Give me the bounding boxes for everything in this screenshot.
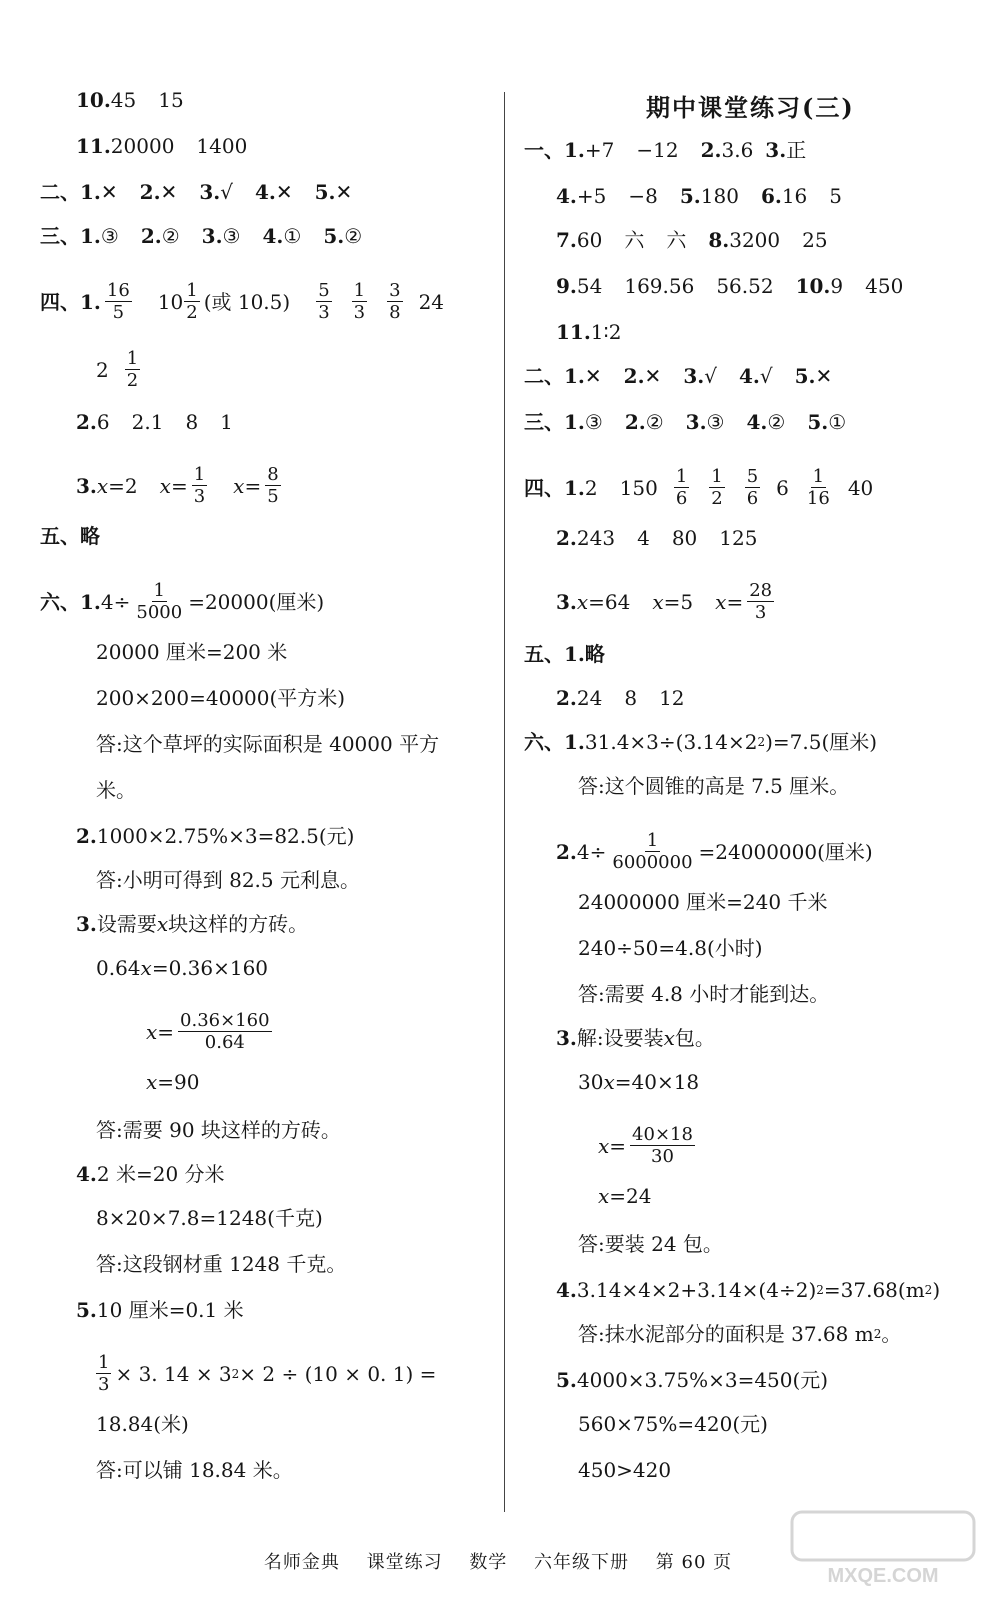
answer-line: 一、 1. +7 −12 2. 3.6 3. 正 <box>524 138 807 162</box>
answer-line: 答:这个草坪的实际面积是 40000 平方 <box>96 732 440 756</box>
fraction: $\frac{1}{6}$ <box>675 466 688 509</box>
answer-line: 2. 4÷ $\frac{1}{6000000}$ =24000000(厘米) <box>556 830 873 873</box>
answer-line: x = $\frac{40\times 18}{30}$ <box>598 1124 693 1167</box>
item-number: 3. <box>76 473 97 498</box>
watermark-text: MXQE.COM <box>827 1565 939 1587</box>
fraction: $\frac{16}{5}$ <box>106 280 130 323</box>
item-number: 2. <box>140 224 162 248</box>
answer-line: 5. 10 厘米=0.1 米 <box>76 1298 244 1322</box>
fraction: $\frac{1}{3}$ <box>98 1352 110 1395</box>
fraction: $\frac{8}{5}$ <box>267 464 279 507</box>
answer-line: 30 x =40×18 <box>578 1070 700 1094</box>
answer-line: 六、 1. 31.4×3÷(3.14×2 2 )=7.5(厘米) <box>524 730 878 754</box>
answer-line: 0.64 x =0.36×160 <box>96 956 269 980</box>
answer-line: 答:这段钢材重 1248 千克。 <box>96 1252 347 1276</box>
answer-line: 四、 1. 2 150 $\frac{1}{6}$ $\frac{1}{2}$ $\frac{5}{6}$ 6 $\frac{1}{16}$ 40 <box>524 466 874 509</box>
answer-line: 8×20×7.8=1248(千克) <box>96 1206 323 1230</box>
footer-page-number: 第 60 页 <box>655 1552 733 1573</box>
answer-line <box>76 86 184 114</box>
item-number: 11. <box>76 134 111 158</box>
answer-line: 答:要装 24 包。 <box>578 1232 723 1256</box>
footer-subject: 数学 <box>469 1552 508 1573</box>
answer-line: 18.84(米) <box>96 1412 189 1436</box>
variable: x <box>159 473 171 498</box>
answer-line: x = $\frac{0.36\times 160}{0.64}$ <box>146 1010 270 1053</box>
variable: x <box>96 473 109 498</box>
section-number: 一、 <box>524 138 564 162</box>
item-number: 3. <box>556 589 577 614</box>
answer-line: x =90 <box>146 1070 200 1094</box>
item-number: 2. <box>556 526 577 550</box>
answer-line: 9. 54 169.56 56.52 10. 9 450 <box>556 274 904 298</box>
fraction: $\frac{1}{5000}$ <box>136 580 183 623</box>
answer-line: 240÷50=4.8(小时) <box>578 936 763 960</box>
item-number: 1. <box>564 730 585 754</box>
answer-choice: ③ <box>584 410 603 434</box>
fraction: $\frac{1}{3}$ <box>193 464 206 507</box>
answer-line: 200×200=40000(平方米) <box>96 686 346 710</box>
variable: x <box>663 1026 675 1050</box>
answer-line: 2. 24 8 12 <box>556 686 685 710</box>
answer-choice: ③ <box>706 410 725 434</box>
fraction: $\frac{1}{2}$ <box>186 280 198 323</box>
answer-choice: ① <box>283 224 302 248</box>
answer-line: 2. 1000×2.75%×3=82.5(元) <box>76 824 355 848</box>
answer-line <box>40 280 444 323</box>
answer-value: 1400 <box>196 134 248 158</box>
variable: x <box>156 912 169 936</box>
whole-number: 10 <box>157 289 184 314</box>
item-number: 1. <box>80 224 101 248</box>
answer-line: 答:这个圆锥的高是 7.5 厘米。 <box>578 774 850 798</box>
answer-mark: ✕ <box>275 180 293 204</box>
answer-line: 20000 厘米=200 米 <box>96 640 288 664</box>
item-number: 5. <box>556 1368 577 1392</box>
variable: x <box>652 589 664 614</box>
fraction: $\frac{28}{3}$ <box>749 580 773 623</box>
item-number: 5. <box>314 180 336 204</box>
section-title: 期中课堂练习(三) <box>646 93 855 122</box>
answer-line: 4. 3.14×4×2+3.14×(4÷2) 2 =37.68(m 2 ) <box>556 1278 941 1302</box>
footer-book: 名师金典 <box>263 1552 340 1573</box>
item-number: 6. <box>760 184 782 208</box>
answer-line <box>76 408 233 436</box>
answer-line: 六、 1. 4÷ $\frac{1}{5000}$ =20000(厘米) <box>40 580 325 623</box>
answer-mark: ✕ <box>335 180 353 204</box>
answer-mark: ✕ <box>160 180 178 204</box>
answer-value: 2 <box>96 357 109 382</box>
variable: x <box>140 956 152 980</box>
item-number: 2. <box>556 686 577 710</box>
answer-line: 5. 4000×3.75%×3=450(元) <box>556 1368 829 1392</box>
footer-grade: 六年级下册 <box>534 1552 630 1573</box>
alt-answer: (或 10.5) <box>203 289 291 314</box>
item-number: 3. <box>76 912 97 936</box>
fraction: $\frac{1}{16}$ <box>806 466 830 509</box>
item-number: 3. <box>556 1026 577 1050</box>
variable: x <box>576 589 589 614</box>
section-number: 二、 <box>40 180 80 204</box>
item-number: 4. <box>556 184 577 208</box>
answer-line: 3. x =64 x =5 x = $\frac{28}{3}$ <box>556 580 773 623</box>
answer-value: 15 <box>158 88 184 112</box>
answer-value: 8 <box>185 410 199 434</box>
answer-line <box>524 362 832 390</box>
section-number: 五、 <box>524 642 564 666</box>
variable: x <box>233 473 245 498</box>
item-number: 3. <box>765 138 787 162</box>
item-number: 1. <box>564 475 585 500</box>
fraction: $\frac{3}{8}$ <box>389 280 401 323</box>
answer-line: 答:小明可得到 82.5 元利息。 <box>96 868 360 892</box>
item-number: 1. <box>564 138 585 162</box>
watermark-logo <box>788 1508 978 1590</box>
answer-value: 20000 <box>110 134 175 158</box>
section-number: 五、 <box>40 524 80 548</box>
section-number: 三、 <box>40 224 80 248</box>
answer-line: 4. 2 米=20 分米 <box>76 1162 225 1186</box>
answer-choice: ② <box>161 224 180 248</box>
item-number: 2. <box>139 180 161 204</box>
section-number: 六、 <box>524 730 564 754</box>
item-number: 4. <box>76 1162 97 1186</box>
item-number: 4. <box>556 1278 577 1302</box>
answer-mark: ✕ <box>584 364 602 388</box>
item-number: 2. <box>556 839 577 864</box>
item-number: 4. <box>254 180 276 204</box>
answer-line <box>524 408 846 436</box>
fraction: $\frac{40\times 18}{30}$ <box>632 1124 693 1167</box>
item-number: 3. <box>199 180 221 204</box>
item-number: 10. <box>76 88 111 112</box>
item-number: 1. <box>80 180 101 204</box>
item-number: 1. <box>564 642 585 666</box>
answer-line: 24000000 厘米=240 千米 <box>578 890 828 914</box>
section-number: 三、 <box>524 410 564 434</box>
answer-mark: ✕ <box>815 364 833 388</box>
item-number: 2. <box>76 824 97 848</box>
answer-line <box>40 178 352 206</box>
section-number: 二、 <box>524 364 564 388</box>
answer-choice: ② <box>344 224 363 248</box>
section-number: 六、 <box>40 589 80 614</box>
footer-series: 课堂练习 <box>366 1552 443 1573</box>
variable: x <box>603 1070 615 1094</box>
item-number: 4. <box>746 410 768 434</box>
item-number: 9. <box>556 274 577 298</box>
variable: x <box>146 1019 158 1044</box>
item-number: 4. <box>262 224 284 248</box>
answer-line: 3. 解:设要装 x 包。 <box>556 1026 715 1050</box>
item-number: 2. <box>700 138 722 162</box>
item-number: 4. <box>738 364 760 388</box>
item-number: 10. <box>795 274 831 298</box>
item-number: 2. <box>76 410 97 434</box>
answer-choice: ③ <box>100 224 119 248</box>
item-number: 8. <box>708 228 730 252</box>
item-number: 3. <box>685 410 707 434</box>
answer-line: 7. 60 六 六 8. 3200 25 <box>556 228 828 252</box>
fraction: $\frac{1}{3}$ <box>353 280 366 323</box>
answer-value: 6 <box>96 410 110 434</box>
answer-choice: ① <box>828 410 847 434</box>
answer-line: 答:需要 4.8 小时才能到达。 <box>578 982 830 1006</box>
item-number: 5. <box>794 364 816 388</box>
variable: x <box>598 1133 610 1158</box>
answer-line: 3. 设需要 x 块这样的方砖。 <box>76 912 309 936</box>
column-divider <box>504 92 505 1512</box>
item-number: 2. <box>624 410 646 434</box>
answer-line: 米。 <box>96 778 136 802</box>
item-number: 2. <box>623 364 645 388</box>
item-number: 1. <box>80 589 101 614</box>
answer-line: 答:需要 90 块这样的方砖。 <box>96 1118 341 1142</box>
answer-mark: √ <box>220 180 233 204</box>
answer-line: 答:抹水泥部分的面积是 37.68 m 2 。 <box>578 1322 902 1346</box>
answer-value: 略 <box>80 524 100 548</box>
item-number: 5. <box>76 1298 97 1322</box>
fraction: $\frac{5}{3}$ <box>318 280 330 323</box>
answer-line <box>76 132 247 160</box>
item-number: 3. <box>683 364 705 388</box>
item-number: 5. <box>679 184 701 208</box>
item-number: 1. <box>564 410 585 434</box>
answer-line: 五、 1. 略 <box>524 642 605 666</box>
answer-value: 2.1 <box>131 410 164 434</box>
section-number: 四、 <box>40 289 80 314</box>
fraction: $\frac{1}{6000000}$ <box>612 830 693 873</box>
answer-line: 3. x =2 x = $\frac{1}{3}$ x = $\frac{8}{5}$ <box>76 464 279 507</box>
item-number: 1. <box>80 289 101 314</box>
item-number: 1. <box>564 364 585 388</box>
answer-line: 答:可以铺 18.84 米。 <box>96 1458 293 1482</box>
answer-mark: √ <box>704 364 717 388</box>
answer-line: x =24 <box>598 1184 652 1208</box>
answer-line <box>96 348 144 391</box>
answer-line: $\frac{1}{3}$ × 3. 14 × 3 2 × 2 ÷ (10 × 0. 1) = <box>98 1352 437 1395</box>
answer-line: 560×75%=420(元) <box>578 1412 768 1436</box>
answer-line: 2. 243 4 80 125 <box>556 526 758 550</box>
section-number: 四、 <box>524 475 564 500</box>
answer-choice: ③ <box>222 224 241 248</box>
fraction: $\frac{1}{2}$ <box>711 466 723 509</box>
fraction: $\frac{0.36\times 160}{0.64}$ <box>180 1010 270 1053</box>
item-number: 7. <box>556 228 577 252</box>
fraction: $\frac{1}{2}$ <box>126 348 139 391</box>
variable: x <box>146 1070 158 1094</box>
answer-line <box>40 222 362 250</box>
answer-line: 11. 1∶2 <box>556 320 622 344</box>
fraction: $\frac{5}{6}$ <box>746 466 759 509</box>
item-number: 3. <box>201 224 223 248</box>
item-number: 5. <box>323 224 345 248</box>
answer-value: 45 <box>110 88 137 112</box>
answer-line: 450>420 <box>578 1458 672 1482</box>
answer-line <box>40 522 100 550</box>
answer-choice: ② <box>767 410 786 434</box>
item-number: 11. <box>556 320 591 344</box>
answer-mark: √ <box>759 364 773 388</box>
answer-mark: ✕ <box>100 180 118 204</box>
item-number: 5. <box>807 410 829 434</box>
answer-line: 4. +5 −8 5. 180 6. 16 5 <box>556 184 843 208</box>
answer-value: 24 <box>418 289 445 314</box>
answer-value: 1 <box>220 410 233 434</box>
variable: x <box>598 1184 610 1208</box>
answer-choice: ② <box>645 410 664 434</box>
answer-mark: ✕ <box>644 364 662 388</box>
variable: x <box>715 589 727 614</box>
